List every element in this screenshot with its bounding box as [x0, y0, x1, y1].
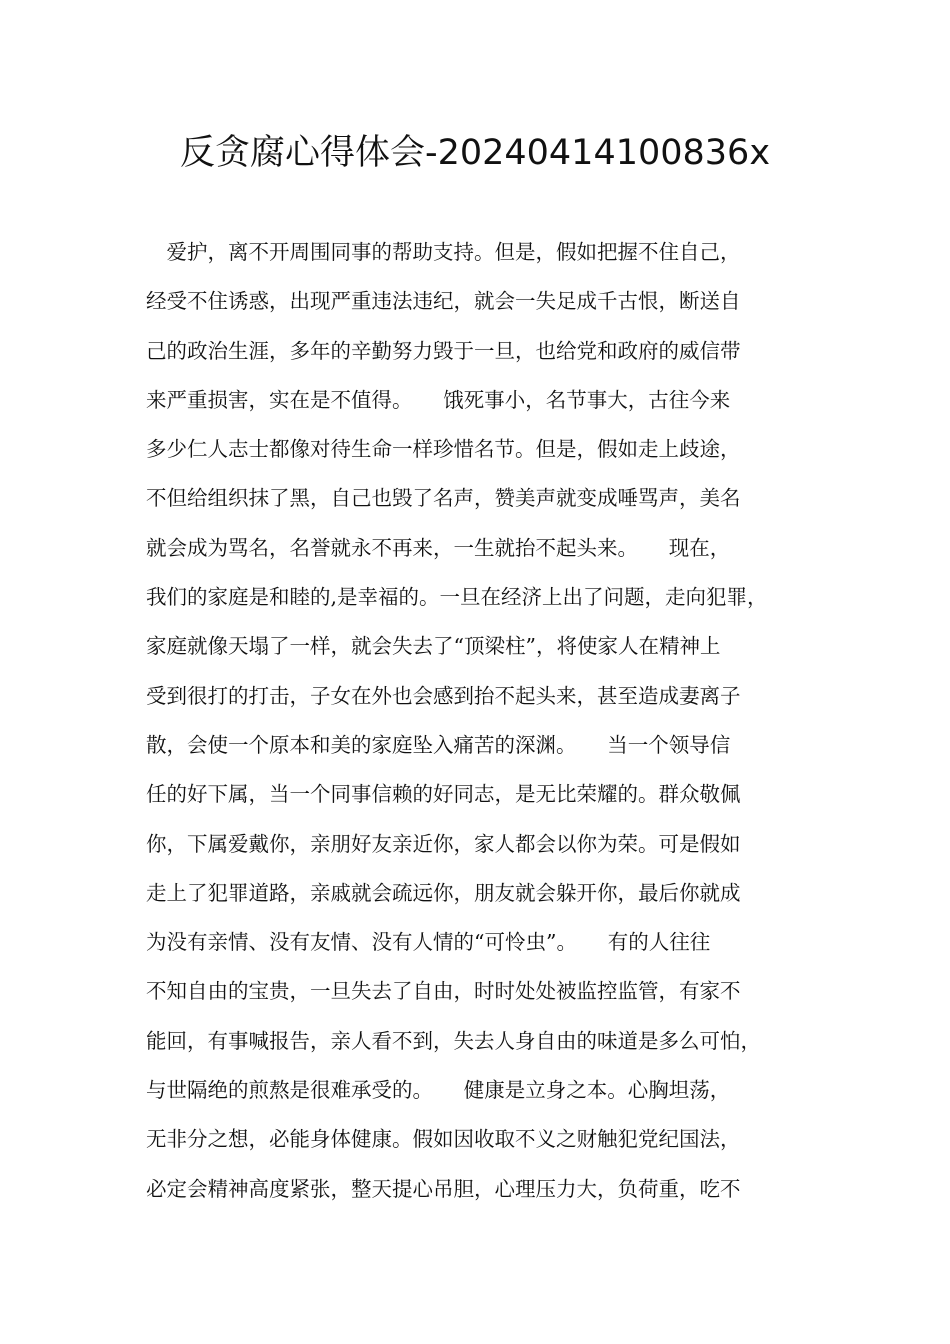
body-line: 己的政治生涯，多年的辛勤努力毁于一旦，也给党和政府的威信带	[146, 338, 741, 363]
body-line: 经受不住诱惑，出现严重违法违纪，就会一失足成千古恨，断送自	[146, 289, 741, 314]
body-line: 任的好下属，当一个同事信赖的好同志，是无比荣耀的。群众敬佩	[146, 782, 741, 807]
body-line: 不但给组织抹了黑，自己也毁了名声，赞美声就变成唾骂声，美名	[146, 486, 741, 511]
body-line: 爱护，离不开周围同事的帮助支持。但是，假如把握不住自己，	[146, 240, 741, 264]
body-line: 必定会精神高度紧张，整天提心吊胆，心理压力大，负荷重，吃不	[146, 1176, 741, 1201]
body-line: 就会成为骂名，名誉就永不再来，一生就抬不起头来。 现在，	[146, 535, 731, 560]
body-line: 散，会使一个原本和美的家庭坠入痛苦的深渊。 当一个领导信	[146, 732, 731, 757]
body-line: 多少仁人志士都像对待生命一样珍惜名节。但是，假如走上歧途，	[146, 437, 741, 462]
body-line: 我们的家庭是和睦的,是幸福的。一旦在经济上出了问题，走向犯罪，	[146, 585, 768, 610]
document-title: 反贪腐心得体会-20240414100836x	[179, 133, 771, 173]
body-line: 走上了犯罪道路，亲戚就会疏远你，朋友就会躲开你，最后你就成	[146, 880, 741, 905]
body-line: 家庭就像天塌了一样，就会失去了“顶梁柱”，将使家人在精神上	[146, 634, 721, 659]
body-line: 为没有亲情、没有友情、没有人情的“可怜虫”。 有的人往往	[146, 930, 711, 955]
body-line: 来严重损害，实在是不值得。 饿死事小，名节事大，古往今来	[146, 387, 731, 412]
body-line: 能回，有事喊报告，亲人看不到，失去人身自由的味道是多么可怕，	[146, 1028, 761, 1053]
body-line: 与世隔绝的煎熬是很难承受的。 健康是立身之本。心胸坦荡，	[146, 1078, 731, 1103]
body-line: 受到很打的打击，子女在外也会感到抬不起头来，甚至造成妻离子	[146, 683, 741, 708]
document-body	[146, 228, 818, 1214]
body-line: 你，下属爱戴你，亲朋好友亲近你，家人都会以你为荣。可是假如	[146, 831, 741, 856]
body-line: 不知自由的宝贵，一旦失去了自由，时时处处被监控监管，有家不	[146, 979, 741, 1004]
body-line: 无非分之想，必能身体健康。假如因收取不义之财触犯党纪国法，	[146, 1127, 741, 1152]
